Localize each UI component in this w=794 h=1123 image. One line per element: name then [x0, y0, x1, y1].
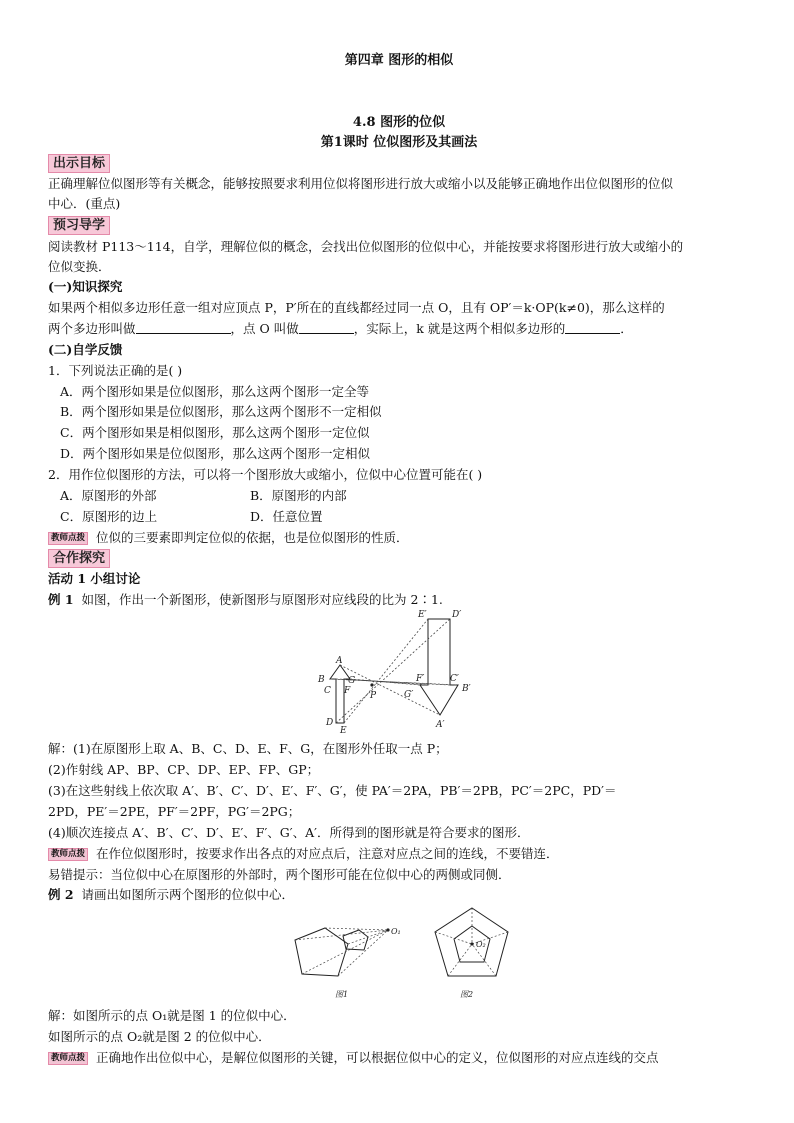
- knowledge-text-2b: ，点 O 叫做: [230, 321, 299, 336]
- teacher-tip-tag: 教师点拨: [48, 532, 88, 545]
- feedback-heading: (二)自学反馈: [48, 342, 123, 357]
- q1-option-a: A．两个图形如果是位似图形，那么这两个图形一定全等: [60, 384, 370, 399]
- example-2-solution-1: 解：如图所示的点 O₁就是图 1 的位似中心．: [48, 1008, 296, 1023]
- q1-option-d: D．两个图形如果是位似图形，那么这两个图形一定相似: [60, 446, 371, 461]
- point-o1: [386, 928, 389, 931]
- objectives-line-2: 中心．(重点): [48, 196, 121, 211]
- label-c-prime: C′: [450, 674, 459, 684]
- q1-option-b: B．两个图形如果是位似图形，那么这两个图形不一定相似: [60, 404, 382, 419]
- caption-figure-2: 图2: [460, 990, 474, 999]
- label-d: D: [326, 718, 334, 728]
- example-2-label: 例 2: [48, 887, 74, 902]
- q2-option-c: C．原图形的边上: [60, 509, 158, 524]
- knowledge-heading: (一)知识探究: [48, 279, 123, 294]
- knowledge-text-2c: ，实际上，k 就是这两个相似多边形的: [353, 321, 566, 336]
- label-a: A: [336, 656, 343, 666]
- label-f-prime: F′: [416, 674, 425, 684]
- question-1: 1．下列说法正确的是( ): [48, 363, 183, 378]
- objectives-tag: 出示目标: [48, 154, 110, 173]
- question-2: 2．用作位似图形的方法，可以将一个图形放大或缩小，位似中心位置可能在( ): [48, 467, 483, 482]
- ray-lines: [330, 619, 458, 723]
- figure-2-right: [435, 908, 508, 999]
- preview-line-2: 位似变换．: [48, 259, 111, 274]
- cooperate-tag: 合作探究: [48, 549, 110, 568]
- preview-line-1: 阅读教材 P113～114，自学，理解位似的概念，会找出位似图形的位似中心，并能按要求将图形进行放大或缩小的: [48, 239, 684, 254]
- answer-blank-3[interactable]: [565, 321, 620, 334]
- teacher-tip-tag: 教师点拨: [48, 848, 88, 861]
- example-1-text: 如图，作出一个新图形，使新图形与原图形对应线段的比为 2∶1.: [81, 592, 443, 607]
- figure-2-left: [295, 927, 401, 999]
- label-a-prime: A′: [436, 720, 445, 730]
- knowledge-text-2a: 两个多边形叫做: [48, 321, 136, 336]
- label-p: P: [370, 691, 377, 701]
- tip-3: [48, 1049, 750, 1067]
- solution-line-4: 2PD，PE′＝2PE，PF′＝2PF，PG′＝2PG；: [48, 804, 301, 819]
- homothety-figure-1: [300, 605, 500, 735]
- label-c: C: [324, 686, 331, 696]
- large-arrow-shape: [420, 619, 458, 715]
- label-o2: O₂: [476, 940, 486, 949]
- tip-1-text: 位似的三要素即判定位似的依据，也是位似图形的性质．: [96, 530, 409, 545]
- objectives-line-1: 正确理解位似图形等有关概念，能够按照要求利用位似将图形进行放大或缩小以及能够正确地作出位似图形的位似: [48, 176, 674, 191]
- label-g: G: [348, 676, 356, 686]
- label-e-prime: E′: [418, 610, 427, 620]
- example-1-label: 例 1: [48, 592, 74, 607]
- example-2-text: 请画出如图所示两个图形的位似中心．: [81, 887, 295, 902]
- teacher-tip-tag: 教师点拨: [48, 1052, 88, 1065]
- solution-line-1: 解：(1)在原图形上取 A、B、C、D、E、F、G，在图形外任取一点 P；: [48, 741, 448, 756]
- center-point-p: [370, 683, 373, 686]
- tip-1: [48, 529, 750, 547]
- label-f: F: [344, 686, 351, 696]
- solution-line-3: (3)在这些射线上依次取 A′、B′、C′、D′、E′、F′、G′，使 PA′＝2PA，PB′＝2PB，PC′＝2PC，PD′＝: [48, 783, 617, 798]
- example-2-solution-2: 如图所示的点 O₂就是图 2 的位似中心．: [48, 1029, 271, 1044]
- lesson-title: 第1课时 位似图形及其画法: [320, 135, 478, 150]
- label-b: B: [318, 675, 325, 685]
- preview-tag: 预习导学: [48, 216, 110, 235]
- answer-blank-2[interactable]: [299, 321, 354, 334]
- label-d-prime: D′: [452, 610, 462, 620]
- q1-option-c: C．两个图形如果是相似图形，那么这两个图形一定位似: [60, 425, 370, 440]
- label-g-prime: G′: [404, 690, 414, 700]
- activity-title: 活动 1 小组讨论: [48, 571, 141, 586]
- q2-option-d: D．任意位置: [250, 509, 323, 524]
- solution-line-2: (2)作射线 AP、BP、CP、DP、EP、FP、GP；: [48, 762, 320, 777]
- knowledge-line-1: 如果两个相似多边形任意一组对应顶点 P，P′所在的直线都经过同一点 O，且有 OP′＝k·OP(k≠0)，那么这样的: [48, 300, 665, 315]
- point-o2: [470, 942, 473, 945]
- tip-2: [48, 845, 750, 863]
- answer-blank-1[interactable]: [136, 321, 231, 334]
- label-o1: O₁: [391, 927, 401, 936]
- knowledge-line-2: [48, 320, 750, 338]
- q2-option-b: B．原图形的内部: [250, 488, 347, 503]
- homothety-figure-2: [280, 900, 530, 1005]
- chapter-title: 第四章 图形的相似: [344, 53, 454, 68]
- label-e: E: [340, 726, 347, 735]
- tip-3-text: 正确地作出位似中心，是解位似图形的关键，可以根据位似中心的定义，位似图形的对应点连线的交点: [96, 1050, 659, 1065]
- q2-option-a: A．原图形的外部: [60, 488, 157, 503]
- caption-figure-1: 图1: [335, 990, 349, 999]
- section-title: 4.8 图形的位似: [352, 115, 446, 130]
- label-b-prime: B′: [462, 684, 471, 694]
- mistake-tip: 易错提示：当位似中心在原图形的外部时，两个图形可能在位似中心的两侧或同侧．: [48, 867, 511, 882]
- solution-line-5: (4)顺次连接点 A′、B′、C′、D′、E′、F′、G′、A′．所得到的图形就是符合要求的图形．: [48, 825, 530, 840]
- tip-2-text: 在作位似图形时，按要求作出各点的对应点后，注意对应点之间的连线，不要错连．: [96, 846, 559, 861]
- knowledge-text-2d: ．: [620, 321, 633, 336]
